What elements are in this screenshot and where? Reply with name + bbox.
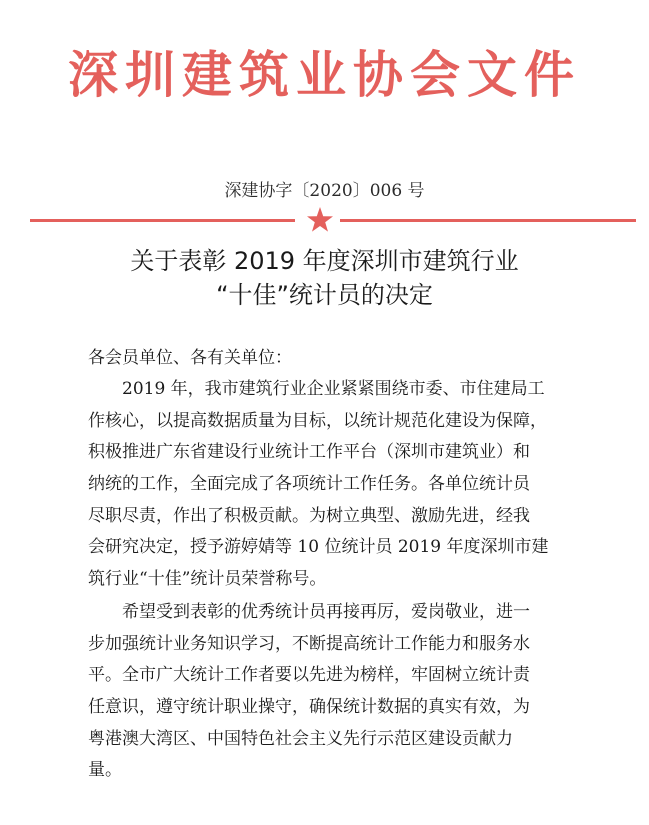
body-paragraph [88, 597, 530, 787]
paragraph-line: 平。全市广大统计工作者要以先进为榜样，牢固树立统计责 [88, 665, 530, 686]
divider-line-left [30, 219, 295, 222]
divider-line-right [340, 219, 636, 222]
header-divider [0, 205, 649, 235]
org-header-title: 深圳建筑业协会文件 [68, 46, 581, 104]
paragraph-line: 2019 年，我市建筑行业企业紧紧围绕市委、市住建局工 [88, 379, 545, 399]
title-line: 关于表彰 2019 年度深圳市建筑行业 [130, 247, 519, 275]
paragraph-line: 作核心，以提高数据质量为目标，以统计规范化建设为保障， [88, 410, 547, 431]
body-paragraph [88, 374, 549, 596]
document-number: 深建协字〔2020〕006 号 [224, 181, 425, 201]
document-title [0, 244, 649, 312]
paragraph-line: 粤港澳大湾区、中国特色社会主义先行示范区建设贡献力 [88, 728, 513, 749]
paragraph-line: 量。 [88, 760, 122, 781]
title-line: “十佳”统计员的决定 [216, 281, 433, 309]
red-star-icon [305, 205, 335, 235]
paragraph-line: 希望受到表彰的优秀统计员再接再厉，爱岗敬业，进一 [88, 602, 530, 622]
paragraph-line: 筑行业“十佳”统计员荣誉称号。 [88, 569, 327, 590]
paragraph-line: 步加强统计业务知识学习，不断提高统计工作能力和服务水 [88, 633, 530, 654]
paragraph-line: 任意识，遵守统计职业操守，确保统计数据的真实有效，为 [88, 697, 530, 718]
paragraph-line: 会研究决定，授予游婷婧等 10 位统计员 2019 年度深圳市建 [88, 537, 549, 558]
salutation: 各会员单位、各有关单位： [88, 348, 292, 368]
paragraph-line: 积极推进广东省建设行业统计工作平台（深圳市建筑业）和 [88, 442, 530, 463]
paragraph-line: 尽职尽责，作出了积极贡献。为树立典型、激励先进，经我 [88, 505, 530, 526]
paragraph-line: 纳统的工作，全面完成了各项统计工作任务。各单位统计员 [88, 474, 530, 495]
